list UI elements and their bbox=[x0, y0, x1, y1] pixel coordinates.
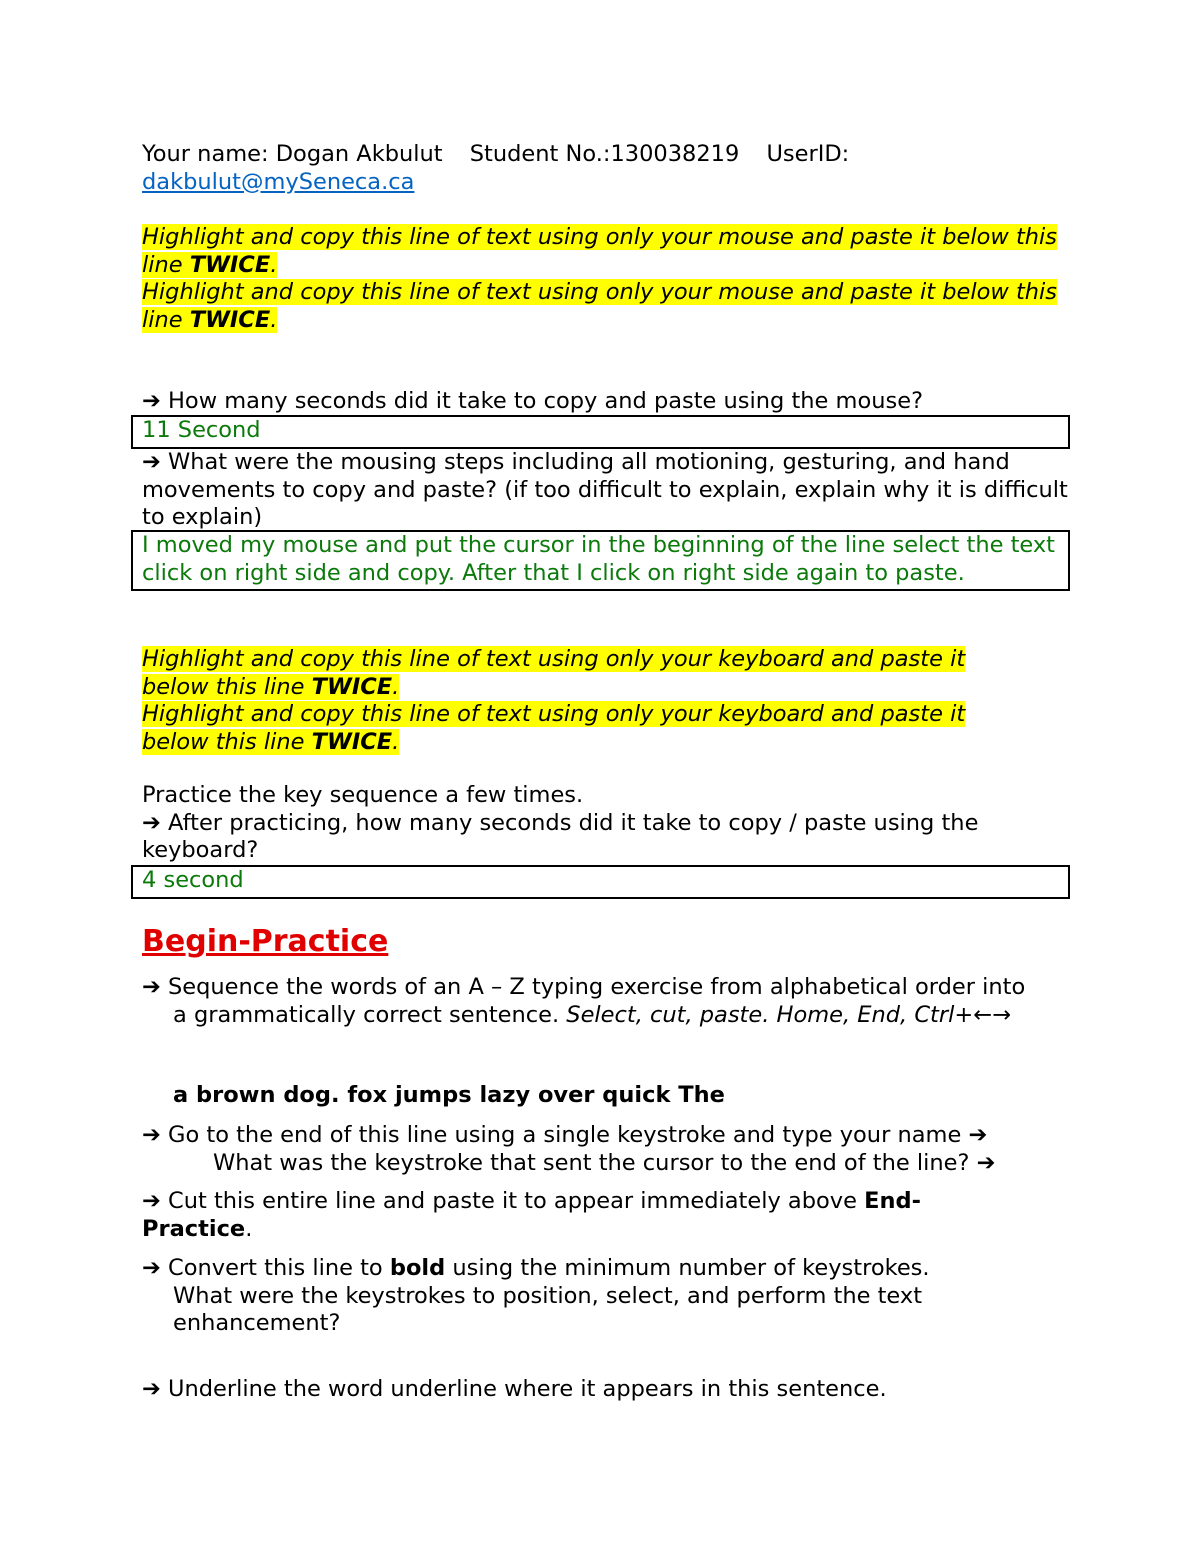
mouse-highlight-line-2: Highlight and copy this line of text using only your mouse and paste it below this line TWICE. bbox=[142, 279, 1058, 333]
mouse-answer-1: 11 Second bbox=[142, 417, 261, 443]
keyboard-highlight-line-2: Highlight and copy this line of text using only your keyboard and paste it below this line TWICE. bbox=[142, 701, 966, 755]
keyboard-highlight-line-1: Highlight and copy this line of text using only your keyboard and paste it below this line TWICE. bbox=[142, 646, 966, 700]
student-info bbox=[142, 141, 1068, 196]
right-arrow-icon: ➔ bbox=[142, 1188, 161, 1214]
right-arrow-icon: ➔ bbox=[142, 449, 161, 475]
mouse-question-2: ➔ What were the mousing steps including all motioning, gesturing, and hand movements to copy and paste? (if too difficult to explain, explain why it is difficult to explain) bbox=[142, 449, 1068, 530]
right-arrow-icon: ➔ bbox=[142, 974, 161, 1000]
right-arrow-icon: ➔ bbox=[142, 388, 161, 414]
practice-item-5: ➔ Underline the word underline where it appears in this sentence. bbox=[142, 1376, 887, 1402]
keyboard-highlight-block bbox=[142, 646, 1018, 756]
right-arrow-icon: ➔ bbox=[142, 1122, 161, 1148]
practice-item-3: ➔ Cut this entire line and paste it to appear immediately above End-Practice. bbox=[142, 1188, 921, 1242]
begin-practice-heading: Begin-Practice bbox=[142, 924, 389, 959]
name-value: Dogan Akbulut bbox=[275, 141, 443, 167]
keyboard-answer-1: 4 second bbox=[142, 867, 244, 893]
mouse-answer-2-box[interactable] bbox=[131, 530, 1070, 591]
mouse-highlight-block bbox=[142, 224, 1058, 334]
right-arrow-icon: ➔ bbox=[968, 1122, 988, 1148]
mouse-question-1: ➔ How many seconds did it take to copy and paste using the mouse? bbox=[142, 388, 924, 414]
keyboard-answer-1-box[interactable] bbox=[131, 865, 1070, 899]
keyboard-question-1: After practicing, how many seconds did it take to copy / paste using the keyboard? bbox=[142, 809, 979, 863]
right-arrow-icon: ➔ bbox=[142, 809, 161, 836]
practice-item-1: ➔ Sequence the words of an A – Z typing exercise from alphabetical order into a grammatically correct sentence. Select, cut, paste. Home, End, Ctrl+←→ bbox=[142, 974, 1026, 1028]
mouse-answer-1-box[interactable] bbox=[131, 415, 1070, 449]
userid-label: UserID: bbox=[766, 141, 850, 167]
userid-link[interactable]: dakbulut@mySeneca.ca bbox=[142, 168, 415, 195]
practice-item-2: ➔ Go to the end of this line using a single keystroke and type your name ➔ What was the keystroke that sent the cursor to the end of the line? ➔ bbox=[142, 1122, 996, 1176]
practice-item-4: ➔ Convert this line to bold using the minimum number of keystrokes. What were the keystrokes to position, select, and perform the text enhancement? bbox=[142, 1255, 930, 1336]
student-label: Student No.: bbox=[469, 141, 611, 167]
student-value: 130038219 bbox=[610, 141, 740, 167]
scrambled-sentence: a brown dog. fox jumps lazy over quick The bbox=[173, 1082, 725, 1108]
right-arrow-icon: ➔ bbox=[142, 1255, 161, 1281]
right-arrow-icon: ➔ bbox=[142, 1376, 161, 1402]
left-right-arrow-icon: ←→ bbox=[973, 1001, 1011, 1028]
mouse-answer-2: I moved my mouse and put the cursor in the beginning of the line select the text click on right side and copy. After that I click on right side again to paste. bbox=[142, 532, 1055, 586]
mouse-highlight-line-1: Highlight and copy this line of text using only your mouse and paste it below this line TWICE. bbox=[142, 224, 1058, 278]
name-label: Your name: bbox=[142, 141, 269, 167]
practice-instruction: Practice the key sequence a few times. bbox=[142, 782, 584, 808]
right-arrow-icon: ➔ bbox=[976, 1149, 996, 1176]
keyboard-question-block bbox=[142, 782, 1068, 865]
